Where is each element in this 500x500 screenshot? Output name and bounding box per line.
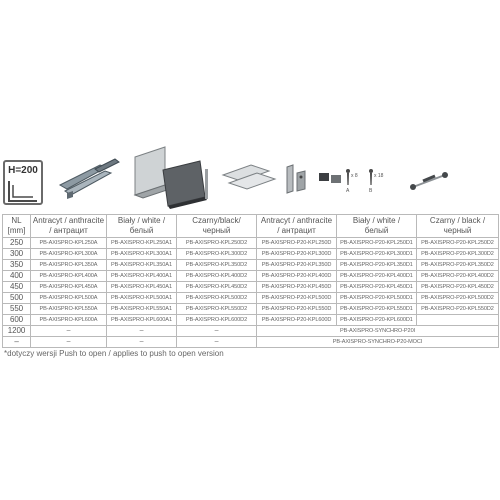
code-cell: PB-AXISPRO-KPL500D2 xyxy=(177,293,257,304)
table-row xyxy=(3,249,499,260)
screw-a-label: A xyxy=(346,188,350,194)
code-cell: – xyxy=(107,337,177,348)
code-cell: PB-AXISPRO-P20-KPL600D xyxy=(257,315,337,326)
code-cell: PB-AXISPRO-P20-KPL450D1 xyxy=(337,282,417,293)
synchro-bar-image xyxy=(410,172,448,190)
nl-cell: 350 xyxy=(3,260,31,271)
code-cell: PB-AXISPRO-KPL400A1 xyxy=(107,271,177,282)
table-row xyxy=(3,271,499,282)
table-row xyxy=(3,282,499,293)
covers-image xyxy=(319,173,341,183)
synchro-code-cell: PB-AXISPRO-SYNCHRO-P20I xyxy=(257,326,499,337)
code-cell: – xyxy=(107,326,177,337)
code-cell: PB-AXISPRO-KPL350A1 xyxy=(107,260,177,271)
code-cell: PB-AXISPRO-KPL400D2 xyxy=(177,271,257,282)
nl-cell: 600 xyxy=(3,315,31,326)
nl-cell: 250 xyxy=(3,238,31,249)
code-cell: PB-AXISPRO-KPL300D2 xyxy=(177,249,257,260)
code-cell: PB-AXISPRO-P20-KPL350D1 xyxy=(337,260,417,271)
runner-rails-image xyxy=(60,159,119,199)
synchro-mount-code-cell: PB-AXISPRO-SYNCHRO-P20-MOCI xyxy=(257,337,499,348)
code-cell: PB-AXISPRO-KPL300A xyxy=(31,249,107,260)
code-cell: PB-AXISPRO-P20-KPL550D2 xyxy=(417,304,499,315)
code-cell: PB-AXISPRO-P20-KPL400D xyxy=(257,271,337,282)
front-brackets-image xyxy=(287,165,305,193)
header-white: Biały / white / белый xyxy=(107,215,177,238)
push-to-open-footnote: *dotyczy wersji Push to open / applies to push to open version xyxy=(4,349,224,358)
code-cell: PB-AXISPRO-KPL450A1 xyxy=(107,282,177,293)
code-cell: PB-AXISPRO-KPL600A xyxy=(31,315,107,326)
code-cell: PB-AXISPRO-P20-KPL300D2 xyxy=(417,249,499,260)
nl-cell: 300 xyxy=(3,249,31,260)
nl-cell: 450 xyxy=(3,282,31,293)
screw-b-count: x 18 xyxy=(374,173,384,179)
code-cell: PB-AXISPRO-P20-KPL250D1 xyxy=(337,238,417,249)
code-cell: PB-AXISPRO-P20-KPL550D xyxy=(257,304,337,315)
code-cell: PB-AXISPRO-P20-KPL350D xyxy=(257,260,337,271)
code-cell: PB-AXISPRO-P20-KPL500D xyxy=(257,293,337,304)
code-cell: PB-AXISPRO-KPL400A xyxy=(31,271,107,282)
nl-cell: 500 xyxy=(3,293,31,304)
code-cell: – xyxy=(31,337,107,348)
header-p20-black: Czarny / black / черный xyxy=(417,215,499,238)
table-row-synchro-mocowanie xyxy=(3,337,499,348)
table-row xyxy=(3,238,499,249)
height-badge-label: H=200 xyxy=(8,165,38,176)
screws-image xyxy=(346,169,384,194)
code-cell xyxy=(417,315,499,326)
code-cell: PB-AXISPRO-P20-KPL450D xyxy=(257,282,337,293)
code-cell: PB-AXISPRO-P20-KPL250D xyxy=(257,238,337,249)
code-cell: PB-AXISPRO-KPL500A1 xyxy=(107,293,177,304)
table-header-row xyxy=(3,215,499,238)
code-cell: PB-AXISPRO-P20-KPL450D2 xyxy=(417,282,499,293)
drawer-sides-image xyxy=(135,147,208,209)
table-row xyxy=(3,304,499,315)
header-anthracite: Antracyt / anthracite / антрацит xyxy=(31,215,107,238)
code-cell: PB-AXISPRO-KPL250A1 xyxy=(107,238,177,249)
code-cell: PB-AXISPRO-P20-KPL550D1 xyxy=(337,304,417,315)
table-row xyxy=(3,293,499,304)
code-cell: PB-AXISPRO-P20-KPL250D2 xyxy=(417,238,499,249)
code-cell: PB-AXISPRO-KPL550A1 xyxy=(107,304,177,315)
code-cell: PB-AXISPRO-P20-KPL500D2 xyxy=(417,293,499,304)
code-cell: PB-AXISPRO-KPL550D2 xyxy=(177,304,257,315)
code-cell: PB-AXISPRO-KPL250D2 xyxy=(177,238,257,249)
screw-a-count: x 8 xyxy=(351,173,358,179)
code-cell: PB-AXISPRO-KPL350A xyxy=(31,260,107,271)
roof-rails-image xyxy=(223,165,275,189)
code-cell: PB-AXISPRO-KPL350D2 xyxy=(177,260,257,271)
code-cell: PB-AXISPRO-KPL550A xyxy=(31,304,107,315)
code-cell: PB-AXISPRO-KPL450A xyxy=(31,282,107,293)
code-cell: – xyxy=(31,326,107,337)
code-cell: PB-AXISPRO-KPL600A1 xyxy=(107,315,177,326)
code-cell: PB-AXISPRO-KPL600D2 xyxy=(177,315,257,326)
code-cell: PB-AXISPRO-KPL500A xyxy=(31,293,107,304)
header-nl: NL [mm] xyxy=(3,215,31,238)
product-code-table xyxy=(2,214,499,348)
header-p20-white: Biały / white / белый xyxy=(337,215,417,238)
product-components-illustration xyxy=(55,145,500,210)
drawer-side-icon xyxy=(7,177,39,203)
nl-cell: 550 xyxy=(3,304,31,315)
code-cell: PB-AXISPRO-P20-KPL600D1 xyxy=(337,315,417,326)
nl-cell: – xyxy=(3,337,31,348)
code-cell: PB-AXISPRO-KPL300A1 xyxy=(107,249,177,260)
header-p20-anthracite: Antracyt / anthracite / антрацит xyxy=(257,215,337,238)
code-cell: PB-AXISPRO-P20-KPL300D1 xyxy=(337,249,417,260)
code-cell: PB-AXISPRO-P20-KPL500D1 xyxy=(337,293,417,304)
code-cell: PB-AXISPRO-KPL450D2 xyxy=(177,282,257,293)
code-cell: – xyxy=(177,337,257,348)
code-cell: PB-AXISPRO-KPL250A xyxy=(31,238,107,249)
code-cell: – xyxy=(177,326,257,337)
table-row xyxy=(3,260,499,271)
screw-b-label: B xyxy=(369,188,373,194)
table-row xyxy=(3,315,499,326)
height-badge xyxy=(3,160,43,205)
nl-cell: 400 xyxy=(3,271,31,282)
code-cell: PB-AXISPRO-P20-KPL400D2 xyxy=(417,271,499,282)
nl-cell: 1200 xyxy=(3,326,31,337)
code-cell: PB-AXISPRO-P20-KPL400D1 xyxy=(337,271,417,282)
table-row-synchro-1200 xyxy=(3,326,499,337)
code-cell: PB-AXISPRO-P20-KPL300D xyxy=(257,249,337,260)
code-cell: PB-AXISPRO-P20-KPL350D2 xyxy=(417,260,499,271)
header-black: Czarny/black/ черный xyxy=(177,215,257,238)
